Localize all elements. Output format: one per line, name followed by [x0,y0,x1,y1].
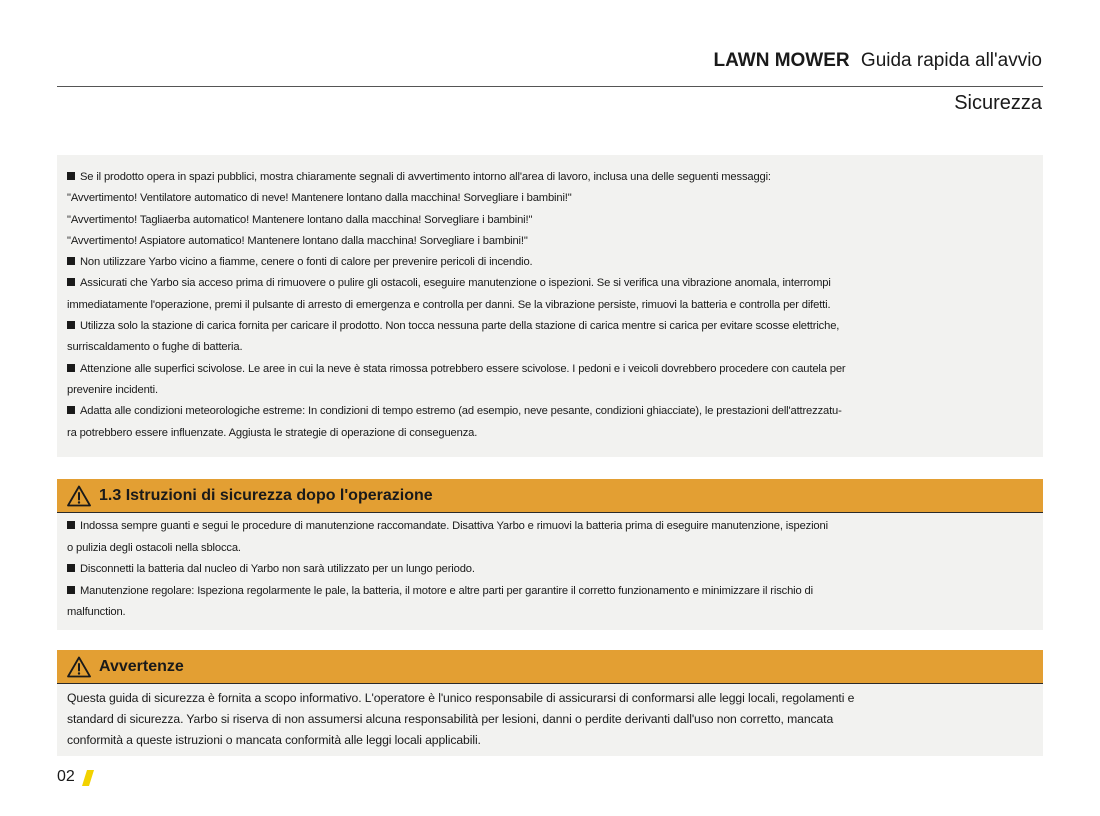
general-safety-line: Se il prodotto opera in spazi pubblici, mostra chiaramente segnali di avvertimento intorno all'area di lavoro, inclusa una delle seguenti messaggi: [67,167,1033,188]
after-operation-line: o pulizia degli ostacoli nella sblocca. [67,541,241,554]
bullet-square-icon [67,172,75,180]
bullet-square-icon [67,321,75,329]
bullet-square-icon [67,257,75,265]
after-operation-line: Disconnetti la batteria dal nucleo di Yarbo non sarà utilizzato per un lungo periodo. [67,559,1033,581]
after-operation-title: 1.3 Istruzioni di sicurezza dopo l'operazione [99,486,433,504]
warnings-box [57,684,1043,756]
after-operation-box [57,513,1043,630]
general-safety-line: Attenzione alle superfici scivolose. Le aree in cui la neve è stata rimossa potrebbero essere scivolose. I pedoni e i veicoli dovrebbero procedere con cautela per [67,359,1033,380]
general-safety-line: "Avvertimento! Tagliaerba automatico! Mantenere lontano dalla macchina! Sorvegliare i bambini!" [67,213,533,226]
general-safety-line: immediatamente l'operazione, premi il pulsante di arresto di emergenza e controlla per danni. Se la vibrazione persiste, rimuovi la batteria e controlla per difetti. [67,298,831,311]
warnings-line: conformità a queste istruzioni o mancata conformità alle leggi locali applicabili. [67,733,481,747]
bullet-square-icon [67,364,75,372]
general-safety-box [57,155,1043,457]
section-title: Sicurezza [954,92,1042,114]
bullet-square-icon [67,406,75,414]
general-safety-line: Non utilizzare Yarbo vicino a fiamme, cenere o fonti di calore per prevenire pericoli di incendio. [67,252,1033,273]
general-safety-line: prevenire incidenti. [67,383,158,396]
header-divider [57,86,1043,87]
page-accent-mark [82,770,94,786]
warnings-header [57,650,1043,684]
warnings-line: Questa guida di sicurezza è fornita a scopo informativo. L'operatore è l'unico responsabile di assicurarsi di conformarsi alle leggi locali, regolamenti e [67,691,855,705]
general-safety-line: Assicurati che Yarbo sia acceso prima di rimuovere o pulire gli ostacoli, eseguire manutenzione o ispezioni. Se si verifica una vibrazione anomala, interrompi [67,273,1033,294]
general-safety-line: Adatta alle condizioni meteorologiche estreme: In condizioni di tempo estremo (ad esempio, neve pesante, condizioni ghiacciate), le prestazioni dell'attrezzatu- [67,401,1033,422]
after-operation-line: malfunction. [67,606,126,618]
warning-triangle-icon [67,656,91,678]
page-number: 02 [57,768,75,785]
after-operation-line: Manutenzione regolare: Ispeziona regolarmente le pale, la batteria, il motore e altre parti per garantire il corretto funzionamento e minimizzare il rischio di [67,581,1033,603]
warnings-line: standard di sicurezza. Yarbo si riserva di non assumersi alcuna responsabilità per lesioni, danni o perdite derivanti dall'uso non corretto, mancata [67,712,834,726]
bullet-square-icon [67,521,75,529]
after-operation-header [57,479,1043,513]
bullet-square-icon [67,278,75,286]
general-safety-line: "Avvertimento! Aspiatore automatico! Mantenere lontano dalla macchina! Sorvegliare i bambini!" [67,234,528,247]
after-operation-line: Indossa sempre guanti e segui le procedure di manutenzione raccomandate. Disattiva Yarbo e rimuovi la batteria prima di eseguire manutenzione, ispezioni [67,516,1033,538]
general-safety-line: "Avvertimento! Ventilatore automatico di neve! Mantenere lontano dalla macchina! Sorvegliare i bambini!" [67,192,572,205]
bullet-square-icon [67,586,75,594]
general-safety-line: Utilizza solo la stazione di carica fornita per caricare il prodotto. Non tocca nessuna parte della stazione di carica mentre si carica per evitare scosse elettriche, [67,316,1033,337]
warnings-title: Avvertenze [99,657,184,675]
guide-subtitle: Guida rapida all'avvio [860,50,1042,71]
brand-name: LAWN MOWER [713,50,850,71]
bullet-square-icon [67,564,75,572]
warning-triangle-icon [67,485,91,507]
header-title [713,50,1042,72]
general-safety-line: ra potrebbero essere influenzate. Aggiusta le strategie di operazione di conseguenza. [67,426,478,439]
general-safety-line: surriscaldamento o fughe di batteria. [67,341,243,354]
